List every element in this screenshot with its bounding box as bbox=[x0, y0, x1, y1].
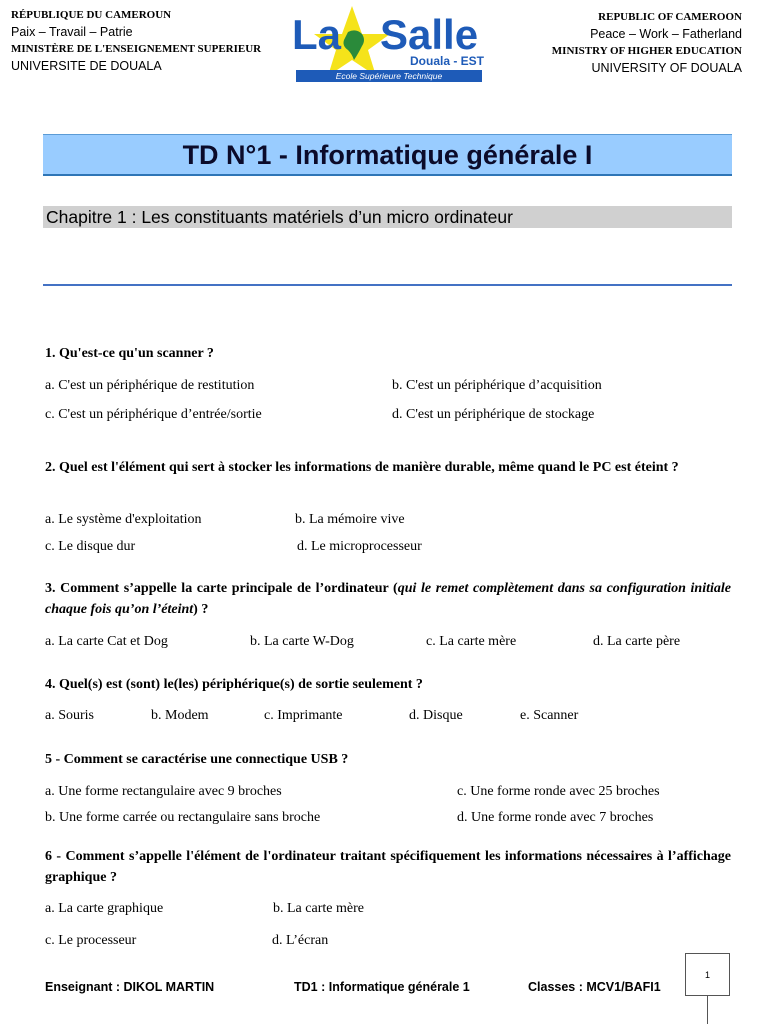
question-3 bbox=[45, 578, 731, 620]
q2-answer-c: c. Le disque dur bbox=[45, 539, 136, 554]
question-3-prefix: 3. Comment s’appelle la carte principale de l’ordinateur ( bbox=[45, 581, 398, 596]
question-4: 4. Quel(s) est (sont) le(les) périphérique(s) de sortie seulement ? bbox=[45, 677, 423, 692]
q3-answer-b: b. La carte W-Dog bbox=[250, 634, 354, 649]
question-3-suffix: ) ? bbox=[193, 602, 209, 617]
country-en: REPUBLIC OF CAMEROON bbox=[598, 11, 742, 23]
motto-fr: Paix – Travail – Patrie bbox=[11, 25, 133, 39]
footer-teacher: Enseignant : DIKOL MARTIN bbox=[45, 980, 215, 994]
logo-band-text: Ecole Supérieure Technique bbox=[335, 71, 443, 81]
header-right bbox=[552, 9, 742, 77]
logo-subtitle: Douala - EST bbox=[410, 54, 485, 68]
motto-en: Peace – Work – Fatherland bbox=[590, 27, 742, 41]
q4-answer-a: a. Souris bbox=[45, 708, 94, 723]
q5-answer-a: a. Une forme rectangulaire avec 9 broches bbox=[45, 784, 282, 799]
title-banner bbox=[43, 134, 732, 176]
lasalle-logo bbox=[292, 4, 484, 84]
q3-answer-d: d. La carte père bbox=[593, 634, 681, 649]
university-en: UNIVERSITY OF DOUALA bbox=[591, 61, 742, 75]
q5-answer-b: b. Une forme carrée ou rectangulaire sans broche bbox=[45, 810, 321, 825]
chapter-heading: Chapitre 1 : Les constituants matériels d’un micro ordinateur bbox=[43, 206, 732, 228]
q1-answer-a: a. C'est un périphérique de restitution bbox=[45, 378, 255, 393]
q6-answer-a: a. La carte graphique bbox=[45, 901, 164, 916]
q2-answer-d: d. Le microprocesseur bbox=[297, 539, 422, 554]
q6-answer-d: d. L’écran bbox=[272, 933, 329, 948]
question-3-italic: qui le remet complètement dans sa configuration initiale chaque fois qu’on l’éteint bbox=[45, 581, 731, 617]
page-title: TD N°1 - Informatique générale I bbox=[182, 140, 593, 170]
question-2: 2. Quel est l'élément qui sert à stocker les informations de manière durable, même quand le PC est éteint ? bbox=[45, 460, 679, 475]
ministry-fr: MINISTÈRE DE L'ENSEIGNEMENT SUPERIEUR bbox=[11, 43, 262, 55]
footer-course: TD1 : Informatique générale 1 bbox=[294, 980, 470, 994]
page-number: 1 bbox=[704, 970, 710, 980]
university-fr: UNIVERSITE DE DOUALA bbox=[11, 59, 162, 73]
q4-answer-c: c. Imprimante bbox=[264, 708, 343, 723]
q1-answer-b: b. C'est un périphérique d’acquisition bbox=[392, 378, 602, 393]
page-number-box bbox=[685, 953, 730, 996]
header-left bbox=[11, 7, 261, 75]
logo-word-salle: Salle bbox=[380, 11, 479, 58]
q1-answer-c: c. C'est un périphérique d’entrée/sortie bbox=[45, 407, 262, 422]
q4-answer-d: d. Disque bbox=[409, 708, 463, 723]
ministry-en: MINISTRY OF HIGHER EDUCATION bbox=[551, 45, 742, 57]
question-6: 6 - Comment s’appelle l'élément de l'ordinateur traitant spécifiquement les informations nécessaires à l’affichage graphique ? bbox=[45, 849, 731, 885]
question-5: 5 - Comment se caractérise une connectique USB ? bbox=[45, 752, 349, 767]
page-number-line bbox=[707, 996, 708, 1024]
logo-word-la: La bbox=[292, 11, 342, 58]
q2-answer-b: b. La mémoire vive bbox=[295, 512, 405, 527]
q4-answer-b: b. Modem bbox=[151, 708, 209, 723]
q6-answer-b: b. La carte mère bbox=[273, 901, 364, 916]
section-divider bbox=[43, 284, 732, 286]
q4-answer-e: e. Scanner bbox=[520, 708, 579, 723]
q3-answer-a: a. La carte Cat et Dog bbox=[45, 634, 168, 649]
q3-answer-c: c. La carte mère bbox=[426, 634, 517, 649]
q1-answer-d: d. C'est un périphérique de stockage bbox=[392, 407, 595, 422]
q5-answer-c: c. Une forme ronde avec 25 broches bbox=[457, 784, 660, 799]
footer-classes: Classes : MCV1/BAFI1 bbox=[528, 980, 661, 994]
question-1: 1. Qu'est-ce qu'un scanner ? bbox=[45, 346, 214, 361]
q6-answer-c: c. Le processeur bbox=[45, 933, 137, 948]
country-fr: RÉPUBLIQUE DU CAMEROUN bbox=[11, 9, 172, 21]
q5-answer-d: d. Une forme ronde avec 7 broches bbox=[457, 810, 654, 825]
q2-answer-a: a. Le système d'exploitation bbox=[45, 512, 202, 527]
